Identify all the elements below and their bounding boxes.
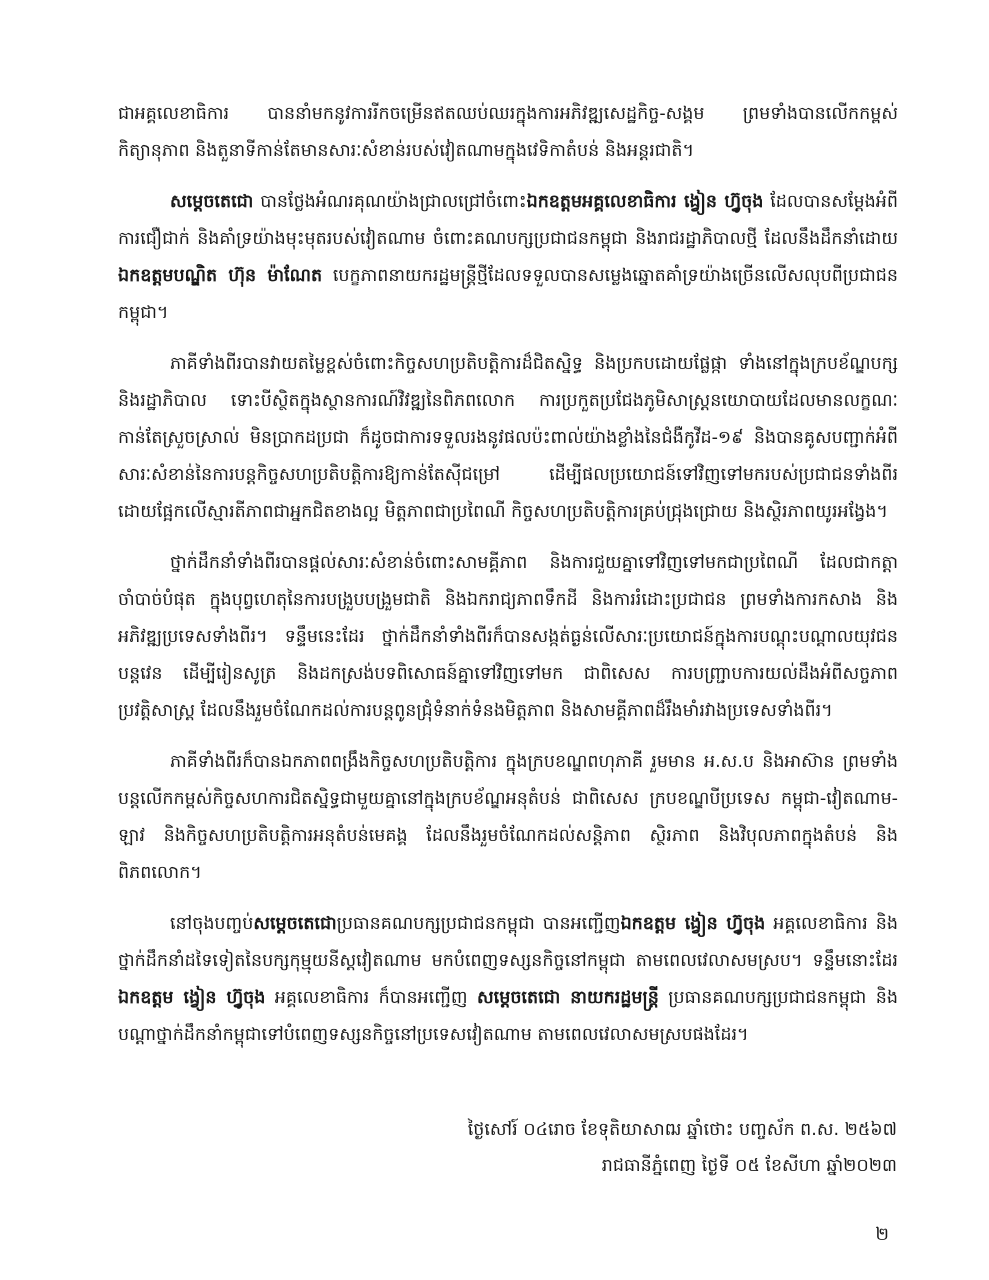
text-run: ដែលបានសម្តែងអំពីការជឿជាក់ និងគាំទ្រយ៉ាងមុះមុតរបស់វៀតណាម ចំពោះគណបក្សប្រជាជនកម្ពុជា និងរាជរដ្ឋាភិបាលថ្មី ដែលនឹងដឹកនាំដោយ	[118, 192, 898, 249]
paragraph-p6	[118, 906, 898, 1054]
text-run: នៅចុងបញ្ចប់	[170, 914, 254, 934]
text-run: បានថ្លែងអំណរគុណយ៉ាងជ្រាលជ្រៅចំពោះ	[253, 192, 527, 212]
page-number: ២	[875, 1224, 889, 1245]
document-body	[118, 96, 898, 1068]
text-run: ប្រធានគណបក្សប្រជាជនកម្ពុជា បានអញ្ជើញ	[336, 914, 621, 934]
date-block	[468, 1112, 897, 1184]
text-run: ជាអគ្គលេខាធិការ បាននាំមកនូវការរីកចម្រើនឥតឈប់ឈរក្នុងការអភិវឌ្ឍសេដ្ឋកិច្ច-សង្គម ព្រមទាំងបានលើកកម្ពស់កិត្យានុភាព និងតួនាទីកាន់តែមានសារៈសំខាន់របស់វៀតណាមក្នុងវេទិកាតំបន់ និងអន្តរជាតិ។	[118, 104, 898, 161]
bold-text-run: ឯកឧត្តម ង្វៀន ហ្វ៊ូចុង	[620, 914, 766, 934]
bold-text-run: ឯកឧត្តមបណ្ឌិត ហ៊ុន ម៉ាណែត	[118, 266, 323, 286]
text-run: អគ្គលេខាធិការ និងថ្នាក់ដឹកនាំដទៃទៀតនៃបក្សកុម្មុយនីស្តវៀតណាម មកបំពេញទស្សនកិច្ចនៅកម្ពុជា តាមពេលវេលាសមស្រប។ ទន្ទឹមនោះដែរ	[118, 914, 898, 971]
text-run: បេក្ខភាពនាយករដ្ឋមន្ត្រីថ្មីដែលទទួលបានសម្លេងឆ្នោតគាំទ្រយ៉ាងច្រើនលើសលុបពីប្រជាជនកម្ពុជា។	[118, 266, 898, 323]
text-run: អគ្គលេខាធិការ ក៏បានអញ្ជើញ	[265, 988, 477, 1008]
bold-text-run: សម្តេចតេជោ	[253, 914, 337, 934]
bold-text-run: សម្តេចតេជោ នាយករដ្ឋមន្ត្រី	[477, 988, 659, 1008]
place-and-solar-date: រាជធានីភ្នំពេញ ថ្ងៃទី ០៥ ខែសីហា ឆ្នាំ២០២៣	[601, 1156, 897, 1176]
text-run: ប្រធានគណបក្សប្រជាជនកម្ពុជា និងបណ្តាថ្នាក់ដឹកនាំកម្ពុជាទៅបំពេញទស្សនកិច្ចនៅប្រទេសវៀតណាម តាមពេលវេលាសមស្របផងដែរ។	[118, 988, 899, 1045]
bold-text-run: សម្តេចតេជោ	[170, 192, 254, 212]
bold-text-run: ឯកឧត្តម ង្វៀន ហ្វ៊ូចុង	[118, 988, 266, 1008]
text-run: ភាគីទាំងពីរបានវាយតម្លៃខ្ពស់ចំពោះកិច្ចសហប្រតិបត្តិការដ៏ជិតស្និទ្ធ និងប្រកបដោយផ្លែផ្កា ទាំងនៅក្នុងក្របខ័ណ្ឌបក្ស និងរដ្ឋាភិបាល ទោះបីស្ថិតក្នុងស្ថានការណ៍វិវឌ្ឍនៃពិភពលោក ការប្រកួតប្រជែងភូមិសាស្ត្រនយោបាយដែលមានលក្ខណៈកាន់តែស្រួចស្រាល់ មិនប្រាកដប្រជា ក៏ដូចជាការទទួលរងនូវផលប៉ះពាល់យ៉ាងខ្លាំងនៃជំងឺកូវីដ-១៩ និងបានគូសបញ្ជាក់អំពីសារៈសំខាន់នៃការបន្តកិច្ចសហប្រតិបត្តិការឱ្យកាន់តែស៊ីជម្រៅ ដើម្បីផលប្រយោជន៍ទៅវិញទៅមករបស់ប្រជាជនទាំងពីរ ដោយផ្អែកលើស្មារតីភាពជាអ្នកជិតខាងល្អ មិត្តភាពជាប្រពៃណី កិច្ចសហប្រតិបត្តិការគ្រប់ជ្រុងជ្រោយ និងស្ថិរភាពយូរអង្វែង។	[118, 354, 898, 522]
paragraph-p3	[118, 346, 898, 531]
lunar-date: ថ្ងៃសៅរ៍ ០៤រោច ខែទុតិយាសាឍ ឆ្នាំថោះ បញ្ចស័ក ព.ស. ២៥៦៧	[467, 1120, 897, 1140]
paragraph-p4	[118, 545, 898, 730]
paragraph-p5	[118, 744, 898, 892]
text-run: ភាគីទាំងពីរក៏បានឯកភាពពង្រឹងកិច្ចសហប្រតិបត្តិការ ក្នុងក្របខណ្ឌពហុភាគី រួមមាន អ.ស.ប និងអាស៊ាន ព្រមទាំងបន្តលើកកម្ពស់កិច្ចសហការជិតស្និទ្ធជាមួយគ្នានៅក្នុងក្របខ័ណ្ឌអនុតំបន់ ជាពិសេស ក្របខណ្ឌបីប្រទេស កម្ពុជា-វៀតណាម-ឡាវ និងកិច្ចសហប្រតិបត្តិការអនុតំបន់មេគង្គ ដែលនឹងរួមចំណែកដល់សន្តិភាព ស្ថិរភាព និងវិបុលភាពក្នុងតំបន់ និងពិភពលោក។	[118, 752, 898, 883]
paragraph-p2	[118, 184, 898, 332]
paragraph-p1	[118, 96, 898, 170]
text-run: ថ្នាក់ដឹកនាំទាំងពីរបានផ្តល់សារៈសំខាន់ចំពោះសាមគ្គីភាព និងការជួយគ្នាទៅវិញទៅមកជាប្រពៃណី ដែលជាកត្តាចាំបាច់បំផុត ក្នុងបុព្វហេតុនៃការបង្រួបបង្រួមជាតិ និងឯករាជ្យភាពទឹកដី និងការរំដោះប្រជាជន ព្រមទាំងការកសាង និងអភិវឌ្ឍប្រទេសទាំងពីរ។ ទន្ទឹមនេះដែរ ថ្នាក់ដឹកនាំទាំងពីរក៏បានសង្កត់ធ្ងន់លើសារៈប្រយោជន៍ក្នុងការបណ្តុះបណ្តាលយុវជនបន្តវេន ដើម្បីរៀនសូត្រ និងដកស្រង់បទពិសោធន៍គ្នាទៅវិញទៅមក ជាពិសេស ការបញ្ជ្រាបការយល់ដឹងអំពីសច្ចភាពប្រវត្តិសាស្ត្រ ដែលនឹងរួមចំណែកដល់ការបន្តពូនជ្រុំទំនាក់ទំនងមិត្តភាព និងសាមគ្គីភាពដ៏រឹងមាំរវាងប្រទេសទាំងពីរ។	[118, 553, 898, 721]
bold-text-run: ឯកឧត្តមអគ្គលេខាធិការ ង្វៀន ហ្វ៊ូចុង	[526, 192, 764, 212]
